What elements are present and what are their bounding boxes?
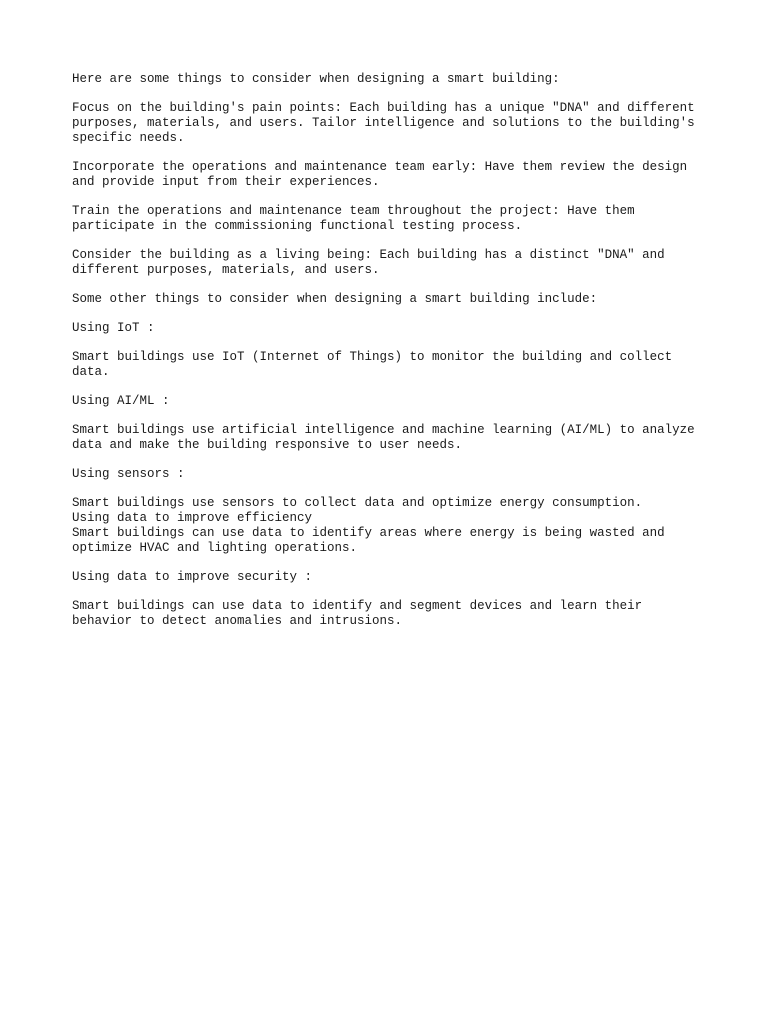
text-line: and provide input from their experiences. <box>72 175 380 189</box>
text-line: Using AI/ML : <box>72 394 170 408</box>
text-line: Smart buildings can use data to identify and segment devices and learn their <box>72 599 643 613</box>
paragraph <box>72 321 712 336</box>
text-line: data and make the building responsive to user needs. <box>72 438 463 452</box>
paragraph <box>72 72 712 87</box>
paragraph <box>72 248 712 278</box>
paragraph <box>72 292 712 307</box>
paragraph <box>72 423 712 453</box>
text-line: Smart buildings use artificial intelligence and machine learning (AI/ML) to analyze <box>72 423 695 437</box>
text-line: data. <box>72 365 110 379</box>
text-line: different purposes, materials, and users. <box>72 263 380 277</box>
text-line: purposes, materials, and users. Tailor intelligence and solutions to the building's <box>72 116 695 130</box>
text-line: Some other things to consider when designing a smart building include: <box>72 292 598 306</box>
text-line: Smart buildings can use data to identify areas where energy is being wasted and <box>72 526 665 540</box>
paragraph <box>72 394 712 409</box>
text-line: Focus on the building's pain points: Each building has a unique "DNA" and different <box>72 101 695 115</box>
text-line: Train the operations and maintenance team throughout the project: Have them <box>72 204 635 218</box>
paragraph <box>72 160 712 190</box>
text-line: Using IoT : <box>72 321 155 335</box>
paragraph <box>72 496 712 556</box>
paragraph <box>72 350 712 380</box>
text-line: Incorporate the operations and maintenance team early: Have them review the design <box>72 160 688 174</box>
text-line: Smart buildings use sensors to collect data and optimize energy consumption. <box>72 496 643 510</box>
text-line: behavior to detect anomalies and intrusions. <box>72 614 403 628</box>
text-line: participate in the commissioning functional testing process. <box>72 219 523 233</box>
text-line: Here are some things to consider when designing a smart building: <box>72 72 560 86</box>
text-line: Consider the building as a living being: Each building has a distinct "DNA" and <box>72 248 665 262</box>
text-line: specific needs. <box>72 131 185 145</box>
paragraph <box>72 204 712 234</box>
paragraph <box>72 599 712 629</box>
document-body <box>72 72 712 643</box>
text-line: optimize HVAC and lighting operations. <box>72 541 358 555</box>
text-line: Using data to improve efficiency <box>72 511 313 525</box>
text-line: Smart buildings use IoT (Internet of Things) to monitor the building and collect <box>72 350 673 364</box>
paragraph <box>72 570 712 585</box>
paragraph <box>72 467 712 482</box>
text-line: Using data to improve security : <box>72 570 313 584</box>
text-line: Using sensors : <box>72 467 185 481</box>
paragraph <box>72 101 712 146</box>
